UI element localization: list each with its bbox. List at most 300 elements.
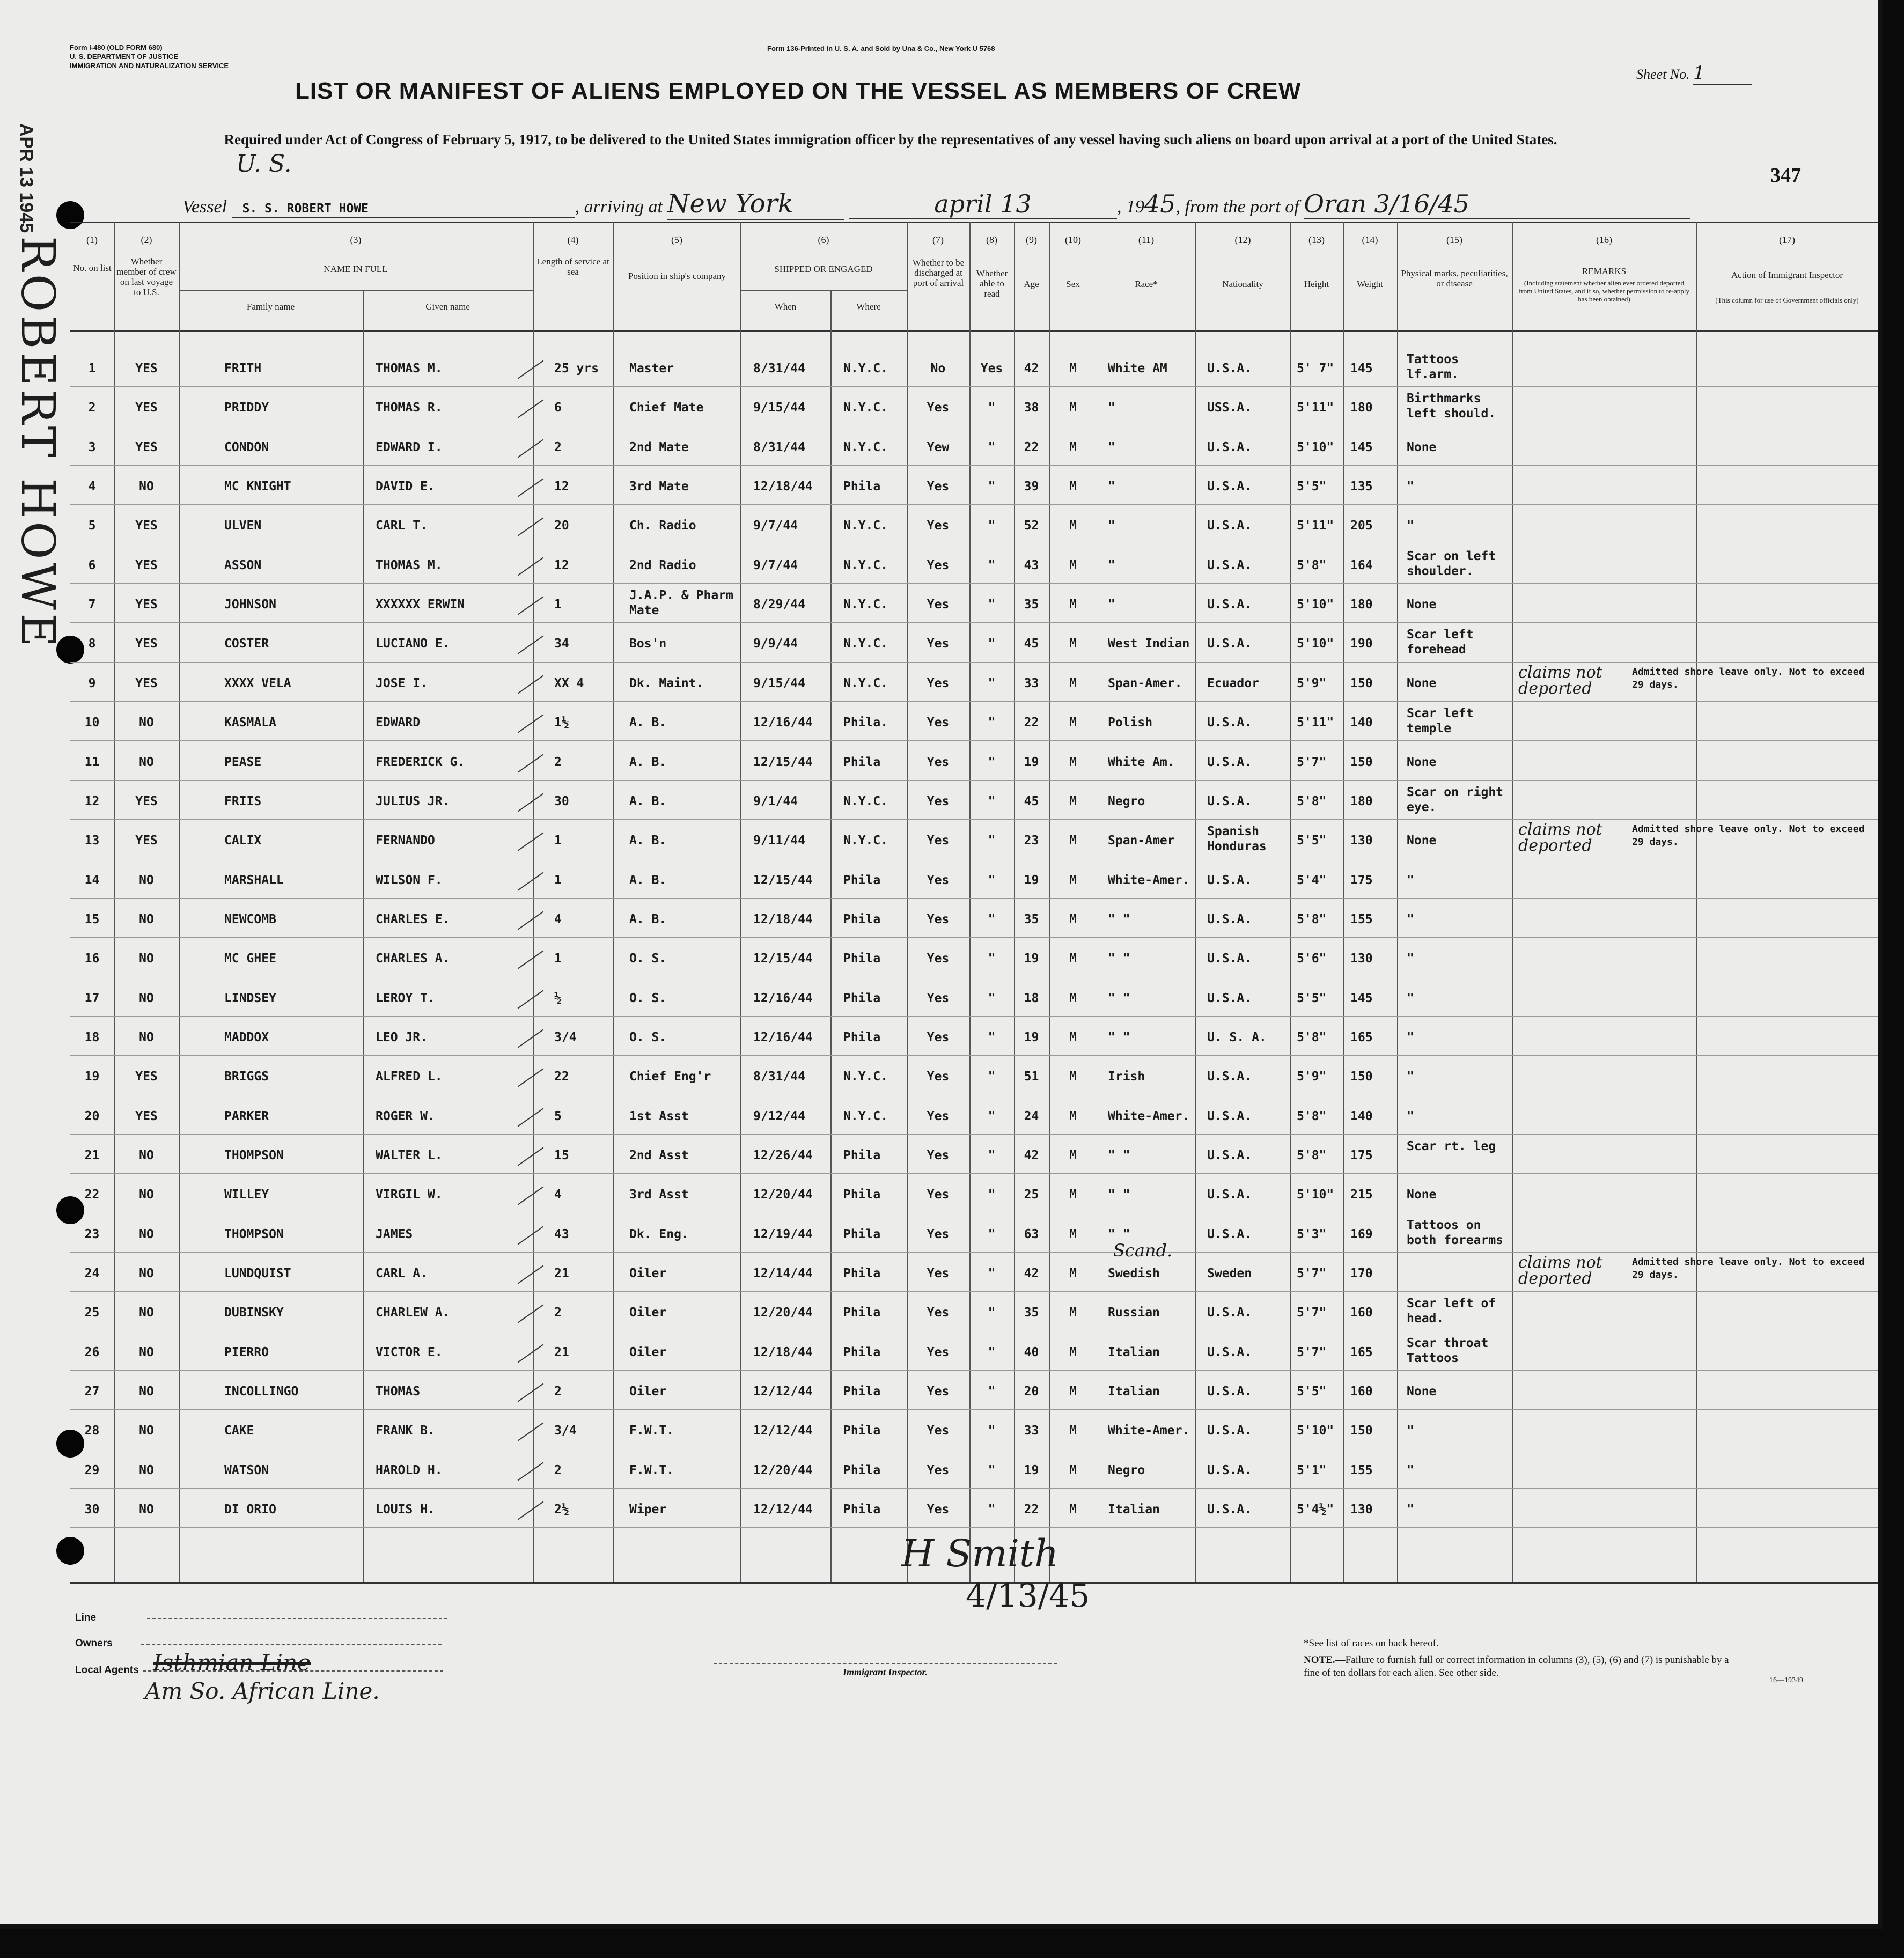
department: U. S. DEPARTMENT OF JUSTICE <box>70 53 178 61</box>
cell-family: CAKE <box>224 1424 254 1438</box>
cell-position: Bos'n <box>629 637 667 651</box>
cell-when: 12/18/44 <box>753 480 813 494</box>
cell-where: Phila <box>843 1030 881 1044</box>
cell-discharged: Yes <box>927 1306 950 1320</box>
cell-nationality: U.S.A. <box>1207 598 1252 612</box>
form-info <box>70 43 229 70</box>
cell-sex: M <box>1069 1306 1077 1320</box>
cell-no: 4 <box>88 480 96 494</box>
cell-read: " <box>988 1149 996 1162</box>
cell-sex: M <box>1069 598 1077 612</box>
cell-where: Phila <box>843 1385 881 1399</box>
cell-nationality: U.S.A. <box>1207 873 1252 887</box>
cell-family: PIERRO <box>224 1345 269 1359</box>
table-row <box>0 1095 1878 1135</box>
form-number: Form I-480 (OLD FORM 680) <box>70 43 163 51</box>
cell-height: 5'10" <box>1297 440 1334 454</box>
cell-no: 28 <box>84 1424 100 1438</box>
cell-read: " <box>988 755 996 769</box>
cell-no: 25 <box>84 1306 100 1320</box>
cell-no: 26 <box>84 1345 100 1359</box>
from-port: Oran 3/16/45 <box>1304 189 1690 219</box>
cell-race: " <box>1108 519 1115 533</box>
agents-label: Local Agents <box>75 1665 443 1676</box>
cell-when: 8/31/44 <box>753 1070 805 1084</box>
cell-sex: M <box>1069 991 1077 1005</box>
cell-marks: None <box>1407 755 1437 769</box>
cell-service: 1 <box>554 952 562 966</box>
cell-where: N.Y.C. <box>843 1070 888 1084</box>
cell-nationality: U.S.A. <box>1207 1345 1252 1359</box>
cell-height: 5'8" <box>1297 912 1327 926</box>
cell-family: CALIX <box>224 834 262 848</box>
cell-position: O. S. <box>629 1030 667 1044</box>
table-row <box>0 702 1878 741</box>
cell-discharged: Yes <box>927 519 950 533</box>
cell-age: 19 <box>1024 755 1039 769</box>
cell-discharged: Yes <box>927 401 950 415</box>
sheet-number: 1 <box>1693 62 1752 85</box>
cell-sex: M <box>1069 1424 1077 1438</box>
header-position: Position in ship's company <box>628 271 726 281</box>
cell-service: 6 <box>554 401 562 415</box>
cell-prev: NO <box>139 991 154 1005</box>
cell-marks: Scar throat Tattoos <box>1407 1336 1489 1365</box>
cell-read: " <box>988 558 996 572</box>
cell-when: 12/12/44 <box>753 1385 813 1399</box>
cell-marks: None <box>1407 598 1437 612</box>
cell-discharged: Yes <box>927 1385 950 1399</box>
cell-age: 22 <box>1024 440 1039 454</box>
races-note: *See list of races on back hereof. <box>1304 1638 1439 1649</box>
cell-when: 12/14/44 <box>753 1267 813 1281</box>
cell-sex: M <box>1069 794 1077 808</box>
cell-prev: NO <box>139 912 154 926</box>
cell-family: PARKER <box>224 1109 269 1123</box>
owners-label: Owners <box>75 1638 442 1650</box>
table-row <box>0 859 1878 899</box>
cell-prev: NO <box>139 1424 154 1438</box>
cell-position: F.W.T. <box>629 1463 674 1477</box>
cell-age: 33 <box>1024 676 1039 690</box>
cell-prev: YES <box>135 834 158 848</box>
cell-weight: 160 <box>1350 1385 1373 1399</box>
cell-nationality: U.S.A. <box>1207 1306 1252 1320</box>
cell-age: 35 <box>1024 912 1039 926</box>
cell-height: 5'11" <box>1297 401 1334 415</box>
line-label: Line <box>75 1612 447 1624</box>
table-row <box>0 1449 1878 1489</box>
cell-marks: " <box>1407 519 1414 533</box>
vessel-name: S. S. ROBERT HOWE <box>242 202 369 216</box>
header-where: Where <box>856 301 881 312</box>
cell-sex: M <box>1069 1503 1077 1517</box>
table-row <box>0 1017 1878 1056</box>
binder-hole <box>56 1537 84 1565</box>
cell-sex: M <box>1069 716 1077 730</box>
cell-marks: " <box>1407 1070 1414 1084</box>
cell-position: Oiler <box>629 1306 667 1320</box>
cell-race: Negro <box>1108 1463 1145 1477</box>
cell-no: 1 <box>88 362 96 376</box>
cell-position: 2nd Asst <box>629 1149 689 1162</box>
cell-age: 20 <box>1024 1385 1039 1399</box>
cell-given: LEO JR. <box>376 1030 428 1044</box>
header-last-voyage: Whether member of crew on last voyage to U.S. <box>116 256 177 297</box>
cell-sex: M <box>1069 401 1077 415</box>
cell-weight: 130 <box>1350 1503 1373 1517</box>
cell-discharged: Yew <box>927 440 950 454</box>
header-action-sub: (This column for use of Government officials only) <box>1715 296 1859 304</box>
cell-height: 5'7" <box>1297 755 1327 769</box>
cell-age: 22 <box>1024 1503 1039 1517</box>
cell-discharged: Yes <box>927 873 950 887</box>
cell-position: A. B. <box>629 912 667 926</box>
cell-sex: M <box>1069 480 1077 494</box>
cell-given: ROGER W. <box>376 1109 435 1123</box>
cell-no: 15 <box>84 912 100 926</box>
cell-where: Phila <box>843 1503 881 1517</box>
cell-where: Phila <box>843 1424 881 1438</box>
cell-service: 25 yrs <box>554 362 599 376</box>
col-number: (16) <box>1596 234 1612 245</box>
cell-position: 2nd Mate <box>629 440 689 454</box>
cell-position: Wiper <box>629 1503 667 1517</box>
cell-age: 42 <box>1024 1267 1039 1281</box>
cell-read: " <box>988 480 996 494</box>
col-number: (3) <box>350 234 362 245</box>
col-number: (12) <box>1234 234 1251 245</box>
inspector-date: 4/13/45 <box>966 1577 1090 1615</box>
cell-given: FRANK B. <box>376 1424 435 1438</box>
cell-prev: YES <box>135 598 158 612</box>
cell-race: Span-Amer <box>1108 834 1175 848</box>
cell-where: N.Y.C. <box>843 362 888 376</box>
cell-when: 12/20/44 <box>753 1463 813 1477</box>
cell-no: 7 <box>88 598 96 612</box>
cell-service: 22 <box>554 1070 569 1084</box>
cell-prev: NO <box>139 1030 154 1044</box>
table-row <box>0 466 1878 505</box>
cell-service: 1 <box>554 598 562 612</box>
cell-service: 15 <box>554 1149 569 1162</box>
header-age: Age <box>1024 279 1039 289</box>
cell-read: " <box>988 1267 996 1281</box>
cell-when: 12/12/44 <box>753 1503 813 1517</box>
arriving-port: New York <box>667 189 844 220</box>
cell-age: 45 <box>1024 794 1039 808</box>
cell-height: 5'10" <box>1297 598 1334 612</box>
cell-where: Phila <box>843 480 881 494</box>
cell-discharged: Yes <box>927 1030 950 1044</box>
cell-position: J.A.P. & Pharm Mate <box>629 588 733 618</box>
cell-family: ULVEN <box>224 519 262 533</box>
cell-race: " " <box>1108 1030 1130 1044</box>
sheet-label: Sheet No. 1 <box>1636 62 1752 85</box>
cell-no: 2 <box>88 401 96 415</box>
cell-prev: NO <box>139 480 154 494</box>
cell-where: Phila <box>843 1267 881 1281</box>
cell-age: 40 <box>1024 1345 1039 1359</box>
header-shipped-engaged: SHIPPED OR ENGAGED <box>774 264 873 274</box>
note: NOTE.—Failure to furnish full or correct information in columns (3), (5), (6) and (7) is punishable by a fine of ten dollars for each alien. See other side. <box>1304 1654 1729 1679</box>
cell-weight: 145 <box>1350 440 1373 454</box>
table-row <box>0 820 1878 859</box>
cell-service: 12 <box>554 480 569 494</box>
cell-height: 5'7" <box>1297 1306 1327 1320</box>
cell-height: 5'5" <box>1297 1385 1327 1399</box>
cell-family: JOHNSON <box>224 598 276 612</box>
cell-marks: " <box>1407 1424 1414 1438</box>
cell-when: 9/15/44 <box>753 401 805 415</box>
cell-age: 33 <box>1024 1424 1039 1438</box>
cell-service: 21 <box>554 1345 569 1359</box>
cell-given: THOMAS M. <box>376 362 443 376</box>
cell-age: 25 <box>1024 1188 1039 1202</box>
cell-when: 9/15/44 <box>753 676 805 690</box>
cell-sex: M <box>1069 519 1077 533</box>
cell-prev: NO <box>139 1463 154 1477</box>
binder-hole <box>56 201 84 229</box>
cell-age: 18 <box>1024 991 1039 1005</box>
cell-read: " <box>988 598 996 612</box>
cell-family: MARSHALL <box>224 873 284 887</box>
cell-nationality: Ecuador <box>1207 676 1259 690</box>
cell-weight: 175 <box>1350 873 1373 887</box>
header-sex: Sex <box>1066 279 1080 289</box>
cell-height: 5'5" <box>1297 834 1327 848</box>
service: IMMIGRATION AND NATURALIZATION SERVICE <box>70 62 229 70</box>
cell-sex: M <box>1069 637 1077 651</box>
cell-service: 1½ <box>554 716 569 730</box>
cell-given: ALFRED L. <box>376 1070 443 1084</box>
header-family-name: Family name <box>246 301 295 312</box>
agents-struck: Isthmian Line <box>153 1650 311 1676</box>
cell-prev: YES <box>135 794 158 808</box>
cell-sex: M <box>1069 1345 1077 1359</box>
cell-discharged: Yes <box>927 598 950 612</box>
cell-where: N.Y.C. <box>843 598 888 612</box>
table-row <box>0 1292 1878 1331</box>
cell-position: A. B. <box>629 755 667 769</box>
cell-nationality: U.S.A. <box>1207 519 1252 533</box>
cell-discharged: Yes <box>927 952 950 966</box>
cell-when: 9/7/44 <box>753 519 798 533</box>
cell-when: 12/20/44 <box>753 1188 813 1202</box>
cell-weight: 155 <box>1350 912 1373 926</box>
cell-position: 3rd Mate <box>629 480 689 494</box>
cell-race: " <box>1108 598 1115 612</box>
cell-family: BRIGGS <box>224 1070 269 1084</box>
inspector-label: Immigrant Inspector. <box>842 1667 928 1677</box>
cell-sex: M <box>1069 1149 1077 1162</box>
cell-where: N.Y.C. <box>843 401 888 415</box>
cell-family: INCOLLINGO <box>224 1385 299 1399</box>
cell-family: LINDSEY <box>224 991 276 1005</box>
form-code: 16—19349 <box>1769 1676 1803 1684</box>
cell-read: " <box>988 676 996 690</box>
cell-position: Master <box>629 362 674 376</box>
cell-age: 24 <box>1024 1109 1039 1123</box>
cell-when: 8/29/44 <box>753 598 805 612</box>
cell-weight: 145 <box>1350 362 1373 376</box>
cell-family: MADDOX <box>224 1030 269 1044</box>
cell-race: Polish <box>1108 716 1153 730</box>
cell-given: CARL T. <box>376 519 428 533</box>
cell-given: THOMAS R. <box>376 401 443 415</box>
cell-where: Phila. <box>843 716 888 730</box>
header-name-in-full: NAME IN FULL <box>324 264 388 274</box>
cell-discharged: Yes <box>927 1463 950 1477</box>
cell-where: N.Y.C. <box>843 834 888 848</box>
cell-weight: 155 <box>1350 1463 1373 1477</box>
cell-marks: Scar left forehead <box>1407 628 1474 657</box>
cell-nationality: U.S.A. <box>1207 480 1252 494</box>
cell-nationality: U. S. A. <box>1207 1030 1267 1044</box>
cell-sex: M <box>1069 1463 1077 1477</box>
cell-read: " <box>988 1385 996 1399</box>
cell-race: White AM <box>1108 362 1167 376</box>
cell-read: " <box>988 991 996 1005</box>
cell-discharged: Yes <box>927 480 950 494</box>
cell-when: 12/18/44 <box>753 912 813 926</box>
cell-sex: M <box>1069 755 1077 769</box>
cell-given: LUCIANO E. <box>376 637 450 651</box>
cell-weight: 150 <box>1350 1070 1373 1084</box>
cell-where: N.Y.C. <box>843 1109 888 1123</box>
header-race: Race* <box>1135 279 1158 289</box>
cell-discharged: Yes <box>927 1503 950 1517</box>
cell-marks: " <box>1407 952 1414 966</box>
cell-nationality: U.S.A. <box>1207 1070 1252 1084</box>
cell-race: Russian <box>1108 1306 1160 1320</box>
cell-given: JULIUS JR. <box>376 794 450 808</box>
cell-where: N.Y.C. <box>843 519 888 533</box>
cell-race: White-Amer. <box>1108 873 1190 887</box>
cell-sex: M <box>1069 676 1077 690</box>
cell-when: 9/12/44 <box>753 1109 805 1123</box>
cell-no: 17 <box>84 991 100 1005</box>
cell-height: 5'9" <box>1297 1070 1327 1084</box>
cell-position: Oiler <box>629 1345 667 1359</box>
cell-height: 5'11" <box>1297 519 1334 533</box>
col-number: (1) <box>86 234 98 245</box>
cell-nationality: U.S.A. <box>1207 1188 1252 1202</box>
header-action: Action of Immigrant Inspector <box>1731 270 1843 280</box>
cell-no: 24 <box>84 1267 100 1281</box>
cell-age: 43 <box>1024 558 1039 572</box>
cell-weight: 165 <box>1350 1345 1373 1359</box>
cell-height: 5'4" <box>1297 873 1327 887</box>
cell-service: 4 <box>554 912 562 926</box>
cell-weight: 130 <box>1350 834 1373 848</box>
cell-when: 12/12/44 <box>753 1424 813 1438</box>
cell-weight: 140 <box>1350 1109 1373 1123</box>
cell-height: 5'4½" <box>1297 1503 1334 1517</box>
cell-prev: YES <box>135 558 158 572</box>
cell-discharged: No <box>930 362 946 376</box>
cell-marks: Scar on left shoulder. <box>1407 549 1496 578</box>
cell-family: COSTER <box>224 637 269 651</box>
agents-value: Am So. African Line. <box>145 1678 380 1704</box>
table-row <box>0 584 1878 623</box>
cell-marks: None <box>1407 1385 1437 1399</box>
cell-race: " " <box>1108 952 1130 966</box>
cell-service: 34 <box>554 637 569 651</box>
table-row <box>0 977 1878 1017</box>
cell-when: 12/16/44 <box>753 716 813 730</box>
cell-family: MC GHEE <box>224 952 276 966</box>
header-nationality: Nationality <box>1222 279 1263 289</box>
cell-prev: NO <box>139 1306 154 1320</box>
cell-given: WALTER L. <box>376 1149 443 1162</box>
cell-prev: NO <box>139 755 154 769</box>
cell-when: 9/1/44 <box>753 794 798 808</box>
cell-discharged: Yes <box>927 676 950 690</box>
cell-when: 12/19/44 <box>753 1227 813 1241</box>
cell-no: 13 <box>84 834 100 848</box>
cell-read: " <box>988 1503 996 1517</box>
cell-race-note: Scand. <box>1113 1240 1173 1261</box>
cell-age: 38 <box>1024 401 1039 415</box>
cell-when: 9/11/44 <box>753 834 805 848</box>
cell-age: 23 <box>1024 834 1039 848</box>
cell-position: 2nd Radio <box>629 558 696 572</box>
cell-prev: NO <box>139 1267 154 1281</box>
cell-age: 35 <box>1024 598 1039 612</box>
arrival-date: april 13 <box>849 189 1117 219</box>
cell-family: MC KNIGHT <box>224 480 291 494</box>
cell-race: " " <box>1108 991 1130 1005</box>
cell-service: 30 <box>554 794 569 808</box>
cell-action: Admitted shore leave only. Not to exceed 29 days. <box>1632 823 1865 848</box>
cell-given: FERNANDO <box>376 834 435 848</box>
cell-weight: 140 <box>1350 716 1373 730</box>
cell-weight: 150 <box>1350 755 1373 769</box>
cell-nationality: U.S.A. <box>1207 1503 1252 1517</box>
cell-marks: " <box>1407 1463 1414 1477</box>
cell-given: XXXXXX ERWIN <box>376 598 465 612</box>
cell-when: 9/9/44 <box>753 637 798 651</box>
cell-no: 9 <box>88 676 96 690</box>
cell-nationality: U.S.A. <box>1207 637 1252 651</box>
cell-marks: " <box>1407 991 1414 1005</box>
cell-prev: NO <box>139 1227 154 1241</box>
cell-height: 5'5" <box>1297 991 1327 1005</box>
year-prefix: , 19 <box>1117 197 1144 217</box>
cell-prev: YES <box>135 440 158 454</box>
cell-no: 20 <box>84 1109 100 1123</box>
cell-discharged: Yes <box>927 794 950 808</box>
cell-read: " <box>988 1188 996 1202</box>
cell-family: ASSON <box>224 558 262 572</box>
requirement-text: Required under Act of Congress of February 5, 1917, to be delivered to the United States immigration officer by the representatives of any vessel having such aliens on board upon arrival at a port of the United States. <box>224 131 1557 148</box>
cell-position: Dk. Eng. <box>629 1227 689 1241</box>
header-weight: Weight <box>1357 279 1383 289</box>
cell-height: 5'11" <box>1297 716 1334 730</box>
cell-read: " <box>988 637 996 651</box>
cell-height: 5'3" <box>1297 1227 1327 1241</box>
table-row <box>0 1489 1878 1528</box>
cell-read: " <box>988 1070 996 1084</box>
cell-remarks: claims not deported <box>1518 1253 1602 1289</box>
cell-weight: 150 <box>1350 1424 1373 1438</box>
cell-when: 12/16/44 <box>753 1030 813 1044</box>
cell-service: 1 <box>554 834 562 848</box>
date-stamp: APR 13 1945 <box>16 123 36 233</box>
cell-where: N.Y.C. <box>843 440 888 454</box>
cell-when: 12/15/44 <box>753 873 813 887</box>
